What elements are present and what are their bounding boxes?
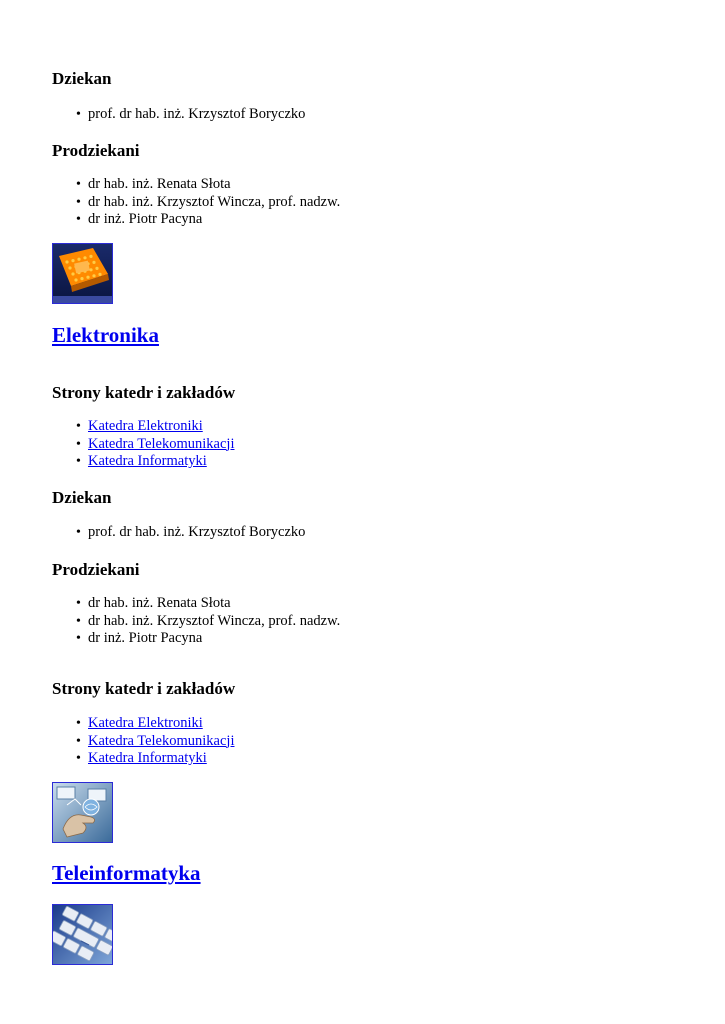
list-item [52, 715, 234, 733]
list-item: • dr hab. inż. Krzysztof Wincza, prof. nadzw. [52, 613, 340, 631]
list-item: • dr inż. Piotr Pacyna [52, 211, 340, 229]
dean-list [52, 106, 305, 124]
list-item [52, 733, 234, 751]
departments-list [52, 715, 234, 768]
list-item [52, 418, 234, 436]
katedra-telekomunikacji-link[interactable]: Katedra Telekomunikacji [88, 732, 235, 749]
list-item [52, 453, 234, 471]
list-item: • dr hab. inż. Renata Słota [52, 176, 340, 194]
departments-heading: Strony katedr i zakładów [52, 383, 236, 402]
section-title-elektronika [52, 322, 159, 348]
vice-deans-heading: Prodziekani [52, 560, 140, 579]
teleinformatyka-link[interactable]: Teleinformatyka [52, 861, 201, 885]
list-item: • prof. dr hab. inż. Krzysztof Boryczko [52, 524, 305, 542]
list-item [52, 750, 234, 768]
departments-list [52, 418, 234, 471]
vice-deans-heading: Prodziekani [52, 141, 140, 160]
dean-heading: Dziekan [52, 488, 112, 507]
departments-heading: Strony katedr i zakładów [52, 679, 236, 698]
list-item: • prof. dr hab. inż. Krzysztof Boryczko [52, 106, 305, 124]
hand-globe-icon[interactable] [52, 782, 113, 843]
dean-list [52, 524, 305, 542]
dean-heading: Dziekan [52, 69, 112, 88]
katedra-elektroniki-link[interactable]: Katedra Elektroniki [88, 418, 203, 434]
katedra-elektroniki-link[interactable]: Katedra Elektroniki [88, 715, 203, 731]
list-item: • dr inż. Piotr Pacyna [52, 630, 340, 648]
list-item [52, 436, 234, 454]
katedra-informatyki-link[interactable]: Katedra Informatyki [88, 750, 207, 766]
katedra-telekomunikacji-link[interactable]: Katedra Telekomunikacji [88, 435, 235, 452]
list-item: • dr hab. inż. Krzysztof Wincza, prof. nadzw. [52, 194, 340, 212]
microchip-icon[interactable] [52, 243, 113, 304]
vice-deans-list [52, 176, 340, 229]
vice-deans-list [52, 595, 340, 648]
keyboard-icon[interactable] [52, 904, 113, 965]
list-item: • dr hab. inż. Renata Słota [52, 595, 340, 613]
katedra-informatyki-link[interactable]: Katedra Informatyki [88, 453, 207, 469]
elektronika-link[interactable]: Elektronika [52, 323, 159, 347]
section-title-teleinformatyka [52, 860, 201, 886]
